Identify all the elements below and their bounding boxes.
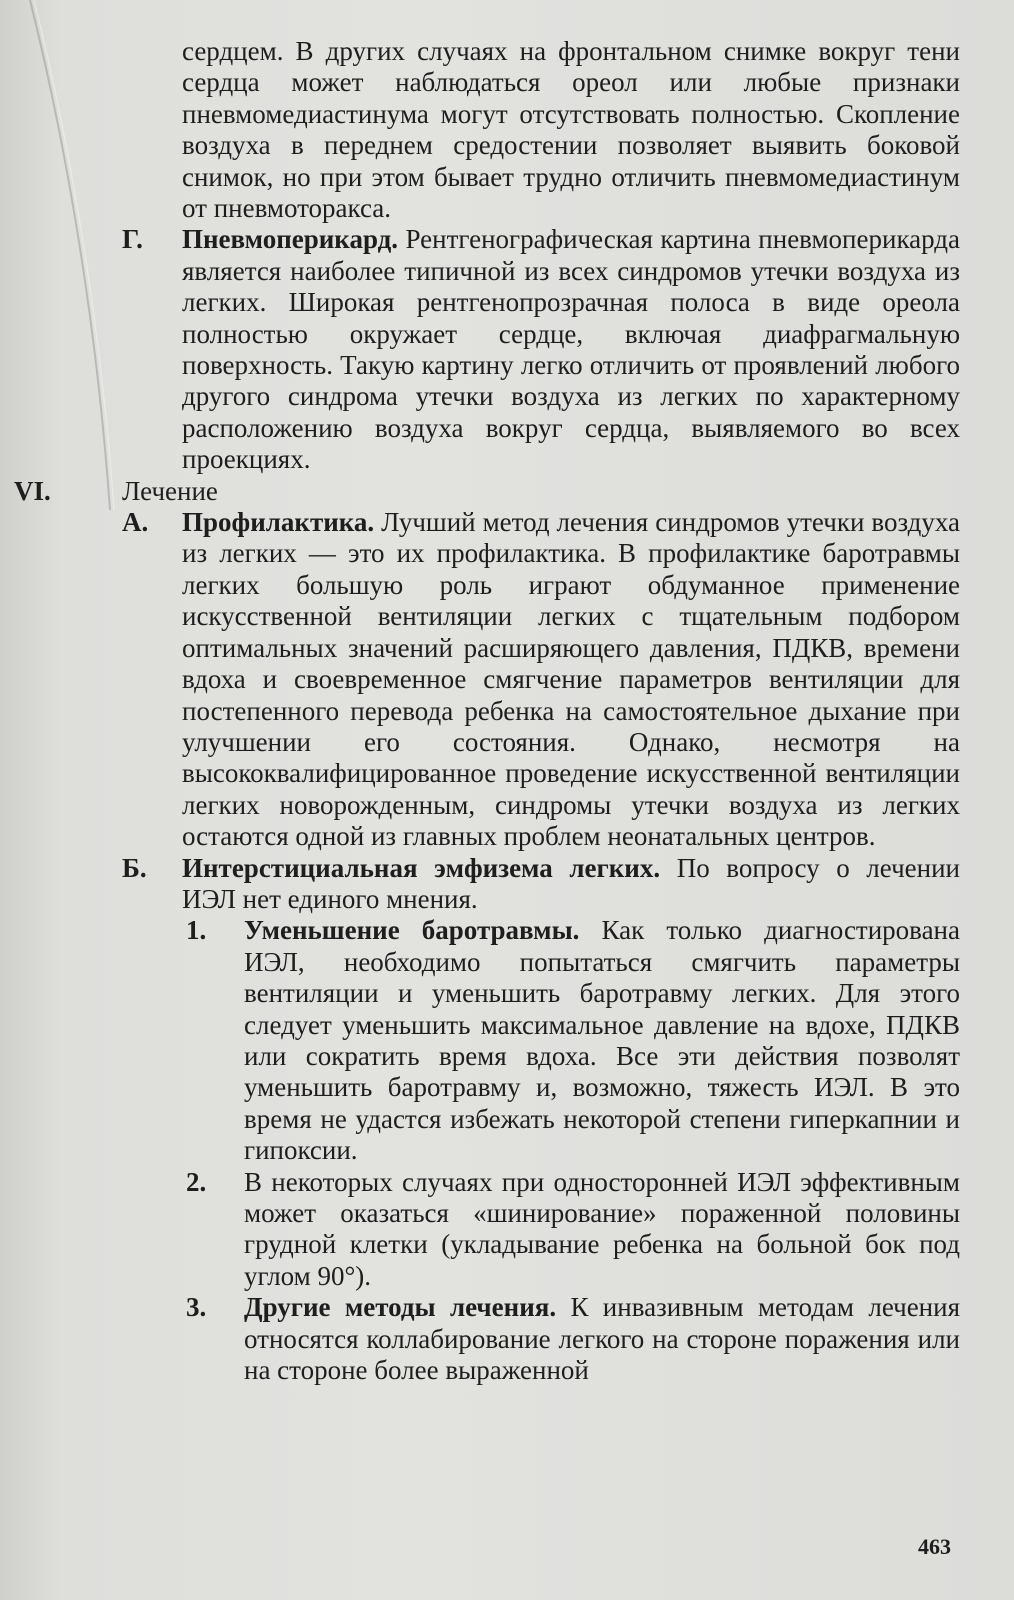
subitem-3-text: К инвазивным методам лечения относятся коллабирование легкого на стороне поражения или на стороне более выраженной	[244, 1292, 961, 1386]
item-g-heading: Пневмоперикард.	[182, 224, 399, 255]
item-a	[0, 507, 1014, 852]
item-b-marker: Б.	[122, 852, 147, 883]
page-number: 463	[918, 1534, 951, 1559]
subitem-1-text: Как только диагностирована ИЭЛ, необходимо попытаться смягчить параметры вентиляции и уменьшить баротравму легких. Для этого следует уменьшить максимальное давление на вдохе, ПДКВ или сократить время вдоха. Все эти действия позволят уменьшить баротравму и, возможно, тяжесть ИЭЛ. В это время не удастся избежать некоторой степени гиперкапнии и гипоксии.	[244, 915, 960, 1166]
subitem-1-heading: Уменьшение баротравмы.	[244, 915, 580, 946]
subitem-1-marker: 1.	[186, 915, 207, 946]
continuation-paragraph	[0, 36, 1014, 224]
subitem-2-text: В некоторых случаях при односторонней ИЭЛ эффективным может оказаться «шинирование» пораженной половины грудной клетки (укладывание ребенка на больной бок под углом 90°).	[244, 1166, 960, 1291]
subitem-3-heading: Другие методы лечения.	[244, 1292, 557, 1323]
subitem-3-marker: 3.	[186, 1292, 207, 1323]
subitem-2-marker: 2.	[186, 1166, 207, 1197]
item-a-text: Лучший метод лечения синдромов утечки воздуха из легких — это их профилактика. В профилактике баротравмы легких большую роль играют обдуманное применение искусственной вентиляции легких с тщательным подбором оптимальных значений расширяющего давления, ПДКВ, времени вдоха и своевременное смягчение параметров вентиляции для постепенного перевода ребенка на самостоятельное дыхание при улучшении его состояния. Однако, несмотря на высококвалифицированное проведение искусственной вентиляции легких новорожденным, синдромы утечки воздуха из легких остаются одной из главных проблем неонатальных центров.	[182, 507, 960, 852]
section-title: Лечение	[122, 475, 218, 506]
item-b-heading: Интерстициальная эмфизема легких.	[182, 852, 661, 883]
item-b	[0, 853, 1014, 916]
item-a-heading: Профилактика.	[182, 507, 375, 538]
item-g-marker: Г.	[122, 224, 143, 255]
subitem-1	[0, 915, 1014, 1166]
subitem-2	[0, 1167, 1014, 1293]
section-number: VI.	[14, 475, 51, 506]
section-vi-heading	[0, 476, 1014, 507]
item-a-marker: А.	[122, 507, 149, 538]
page-text	[0, 36, 1014, 1386]
continuation-text: сердцем. В других случаях на фронтальном снимке вокруг тени сердца может наблюдаться ореол или любые признаки пневмомедиастинума могут отсутствовать полностью. Скопление воздуха в переднем средостении позволяет выявить боковой снимок, но при этом бывает трудно отличить пневмомедиастинум от пневмоторакса.	[182, 36, 960, 224]
item-g-text: Рентгенографическая картина пневмоперикарда является наиболее типичной из всех синдромов утечки воздуха из легких. Широкая рентгенопрозрачная полоса в виде ореола полностью окружает сердце, включая диафрагмальную поверхность. Такую картину легко отличить от проявлений любого другого синдрома утечки воздуха из легких по характерному расположению воздуха вокруг сердца, выявляемого во всех проекциях.	[182, 224, 960, 475]
item-b-text: По вопросу о лечении ИЭЛ нет единого мнения.	[182, 852, 960, 914]
subitem-3	[0, 1292, 1014, 1386]
item-g	[0, 224, 1014, 475]
